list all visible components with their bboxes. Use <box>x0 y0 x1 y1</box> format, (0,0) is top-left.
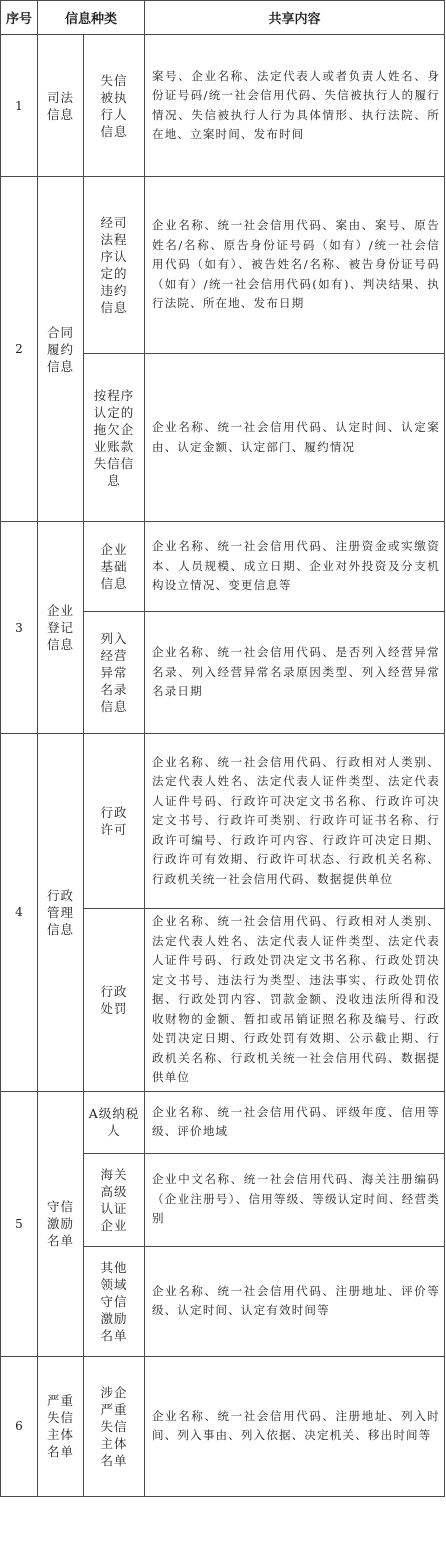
table-row <box>1 522 445 612</box>
shared-content-cell: 企业中文名称、统一社会信用代码、海关注册编码（企业注册号）、信用等级、等级认定时间、经营类别 <box>145 1153 445 1246</box>
row-number: 4 <box>1 734 38 1092</box>
table-row <box>1 734 445 909</box>
row-number: 3 <box>1 522 38 734</box>
header-serial-number: 序号 <box>1 1 38 35</box>
row-number: 6 <box>1 1356 38 1496</box>
shared-content-cell: 案号、企业名称、法定代表人或者负责人姓名、身份证号码/统一社会信用代码、失信被执行人的履行情况、失信被执行人行为具体情形、执行法院、所在地、立案时间、发布时间 <box>145 35 445 177</box>
shared-content-cell: 企业名称、统一社会信用代码、案由、案号、原告姓名/名称、原告身份证号码（如有）/统一社会信用代码（如有）、被告姓名/名称、被告身份证号码（如有）/统一社会信用代码(如有)、判决结果、执行法院、所在地、发布日期 <box>145 177 445 354</box>
info-subcategory: 经司法程序认定的违约信息 <box>84 177 145 354</box>
table-row <box>1 35 445 177</box>
shared-content-cell: 企业名称、统一社会信用代码、注册地址、列入时间、列入事由、列入依据、决定机关、移出时间等 <box>145 1356 445 1496</box>
info-category: 合同履约信息 <box>38 177 84 522</box>
header-shared-content: 共享内容 <box>145 1 445 35</box>
info-subcategory: 按程序认定的拖欠企业账款失信信息 <box>84 354 145 522</box>
row-number: 1 <box>1 35 38 177</box>
info-subcategory: 行政处罚 <box>84 909 145 1092</box>
info-subcategory: 企业基础信息 <box>84 522 145 612</box>
info-subcategory: 行政许可 <box>84 734 145 909</box>
shared-content-cell: 企业名称、统一社会信用代码、行政相对人类别、法定代表人姓名、法定代表人证件类型、法定代表人证件号码、行政处罚决定文书名称、行政处罚决定文书号、违法行为类型、违法事实、行政处罚依据、行政处罚内容、罚款金额、没收违法所得和没收财物的金额、暂扣或吊销证照名称及编号、行政处罚决定日期、行政处罚有效期、公示截止期、行政机关名称、行政机关统一社会信用代码、数据提供单位 <box>145 909 445 1092</box>
table-row <box>1 1356 445 1496</box>
info-subcategory: 涉企严重失信主体名单 <box>84 1356 145 1496</box>
info-subcategory: 失信被执行人信息 <box>84 35 145 177</box>
table-header-row <box>1 1 445 35</box>
info-subcategory: A级纳税人 <box>84 1091 145 1153</box>
table-row <box>1 177 445 354</box>
info-subcategory: 列入经营异常名录信息 <box>84 612 145 734</box>
info-subcategory: 海关高级认证企业 <box>84 1153 145 1246</box>
shared-content-cell: 企业名称、统一社会信用代码、评级年度、信用等级、评价地域 <box>145 1091 445 1153</box>
info-subcategory: 其他领域守信激励名单 <box>84 1246 145 1356</box>
row-number: 5 <box>1 1091 38 1356</box>
header-info-type: 信息种类 <box>38 1 145 35</box>
info-category: 严重失信主体名单 <box>38 1356 84 1496</box>
shared-content-cell: 企业名称、统一社会信用代码、认定时间、认定案由、认定金额、认定部门、履约情况 <box>145 354 445 522</box>
row-number: 2 <box>1 177 38 522</box>
shared-content-cell: 企业名称、统一社会信用代码、行政相对人类别、法定代表人姓名、法定代表人证件类型、法定代表人证件号码、行政许可决定文书名称、行政许可决定文书号、行政许可类别、行政许可证书名称、行政许可编号、行政许可内容、行政许可决定日期、行政许可有效期、行政许可状态、行政机关名称、行政机关统一社会信用代码、数据提供单位 <box>145 734 445 909</box>
table-row <box>1 1091 445 1153</box>
info-category: 守信激励名单 <box>38 1091 84 1356</box>
info-category: 企业登记信息 <box>38 522 84 734</box>
info-category: 行政管理信息 <box>38 734 84 1092</box>
shared-content-cell: 企业名称、统一社会信用代码、是否列入经营异常名录、列入经营异常名录原因类型、列入经营异常名录日期 <box>145 612 445 734</box>
shared-content-cell: 企业名称、统一社会信用代码、注册资金或实缴资本、人员规模、成立日期、企业对外投资及分支机构设立情况、变更信息等 <box>145 522 445 612</box>
shared-content-cell: 企业名称、统一社会信用代码、注册地址、评价等级、认定时间、认定有效时间等 <box>145 1246 445 1356</box>
info-category: 司法信息 <box>38 35 84 177</box>
